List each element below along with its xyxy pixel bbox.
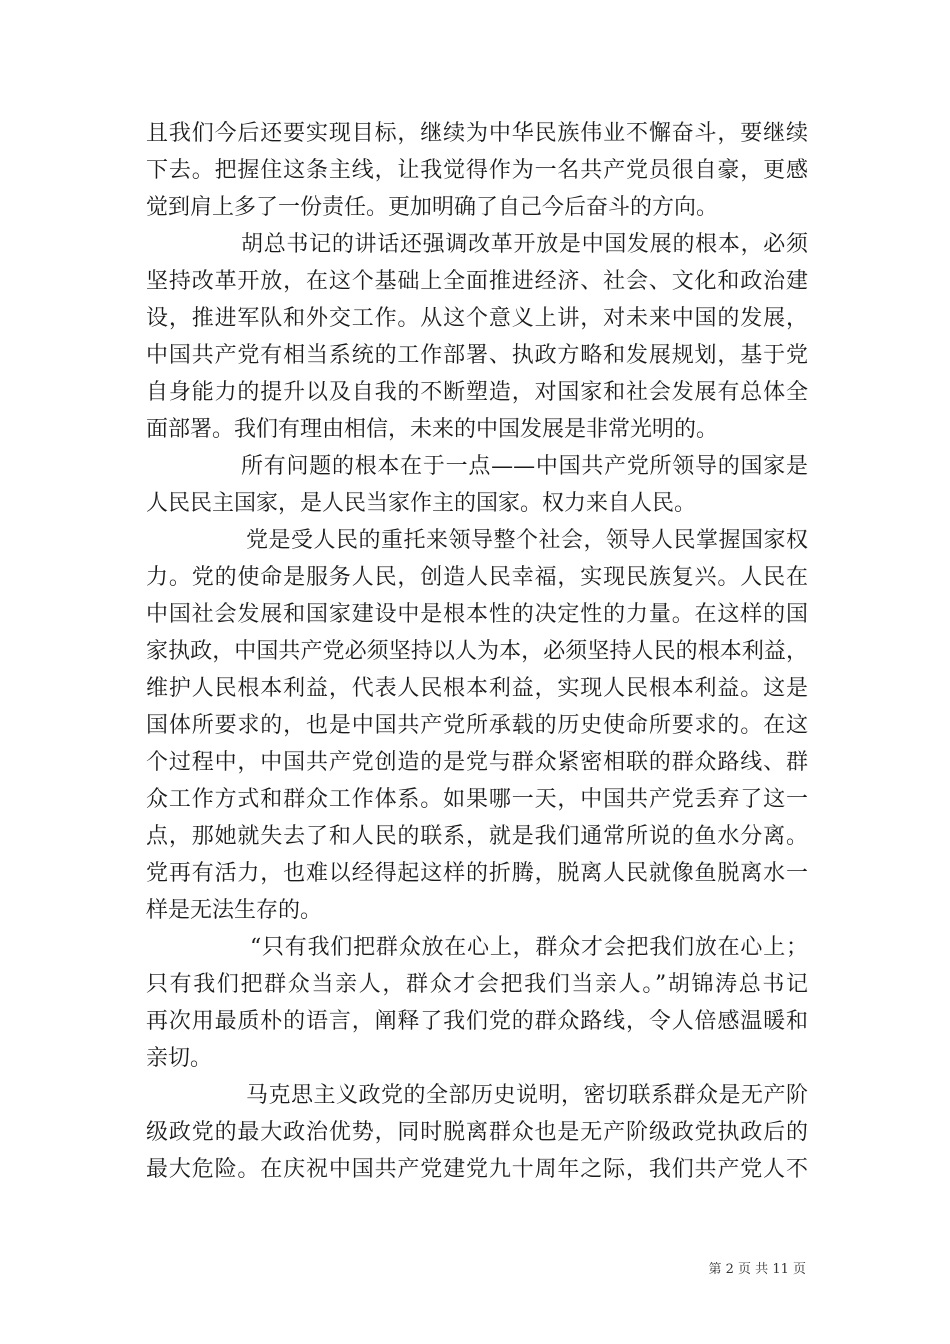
text-line: 国体所要求的，也是中国共产党所承载的历史使命所要求的。在这: [146, 713, 808, 738]
paragraph-first-line: 胡总书记的讲话还强调改革开放是中国发展的根本，必须: [241, 232, 808, 257]
page-number-footer: 第 2 页 共 11 页: [708, 1262, 806, 1277]
text-line: 中国共产党有相当系统的工作部署、执政方略和发展规划，基于党: [146, 343, 808, 368]
paragraph-first-line: “只有我们把群众放在心上，群众才会把我们放在心上；: [250, 935, 808, 960]
text-line: 维护人民根本利益，代表人民根本利益，实现人民根本利益。这是: [146, 676, 808, 701]
text-line: 设，推进军队和外交工作。从这个意义上讲，对未来中国的发展，: [146, 306, 808, 331]
text-line: 家执政，中国共产党必须坚持以人为本，必须坚持人民的根本利益，: [146, 639, 808, 664]
text-line: 党再有活力，也难以经得起这样的折腾，脱离人民就像鱼脱离水一: [146, 861, 808, 886]
text-line: 中国社会发展和国家建设中是根本性的决定性的力量。在这样的国: [146, 602, 808, 627]
text-line: 只有我们把群众当亲人，群众才会把我们当亲人。”胡锦涛总书记: [146, 972, 808, 997]
text-line: 点，那她就失去了和人民的联系，就是我们通常所说的鱼水分离。: [146, 824, 808, 849]
text-line: 再次用最质朴的语言，阐释了我们党的群众路线，令人倍感温暖和: [146, 1009, 808, 1034]
text-line: 且我们今后还要实现目标，继续为中华民族伟业不懈奋斗，要继续: [146, 121, 808, 146]
paragraph-first-line: 所有问题的根本在于一点——中国共产党所领导的国家是: [241, 454, 808, 479]
paragraph-first-line: 党是受人民的重托来领导整个社会，领导人民掌握国家权: [246, 528, 808, 553]
text-line: 坚持改革开放，在这个基础上全面推进经济、社会、文化和政治建: [146, 269, 808, 294]
text-line: 觉到肩上多了一份责任。更加明确了自己今后奋斗的方向。: [146, 195, 719, 220]
document-body: [146, 115, 808, 1188]
text-line: 力。党的使命是服务人民，创造人民幸福，实现民族复兴。人民在: [146, 565, 808, 590]
text-line: 自身能力的提升以及自我的不断塑造，对国家和社会发展有总体全: [146, 380, 808, 405]
text-line: 最大危险。在庆祝中国共产党建党九十周年之际，我们共产党人不: [146, 1157, 808, 1182]
text-line: 面部署。我们有理由相信，未来的中国发展是非常光明的。: [146, 417, 719, 442]
text-line: 亲切。: [146, 1046, 213, 1071]
text-line: 样是无法生存的。: [146, 898, 323, 923]
text-line: 级政党的最大政治优势，同时脱离群众也是无产阶级政党执政后的: [146, 1120, 808, 1145]
text-line: 个过程中，中国共产党创造的是党与群众紧密相联的群众路线、群: [146, 750, 808, 775]
text-line: 人民民主国家，是人民当家作主的国家。权力来自人民。: [146, 491, 697, 516]
paragraph-first-line: 马克思主义政党的全部历史说明，密切联系群众是无产阶: [246, 1083, 808, 1108]
text-line: 众工作方式和群众工作体系。如果哪一天，中国共产党丢弃了这一: [146, 787, 808, 812]
text-line: 下去。把握住这条主线，让我觉得作为一名共产党员很自豪，更感: [146, 158, 808, 183]
